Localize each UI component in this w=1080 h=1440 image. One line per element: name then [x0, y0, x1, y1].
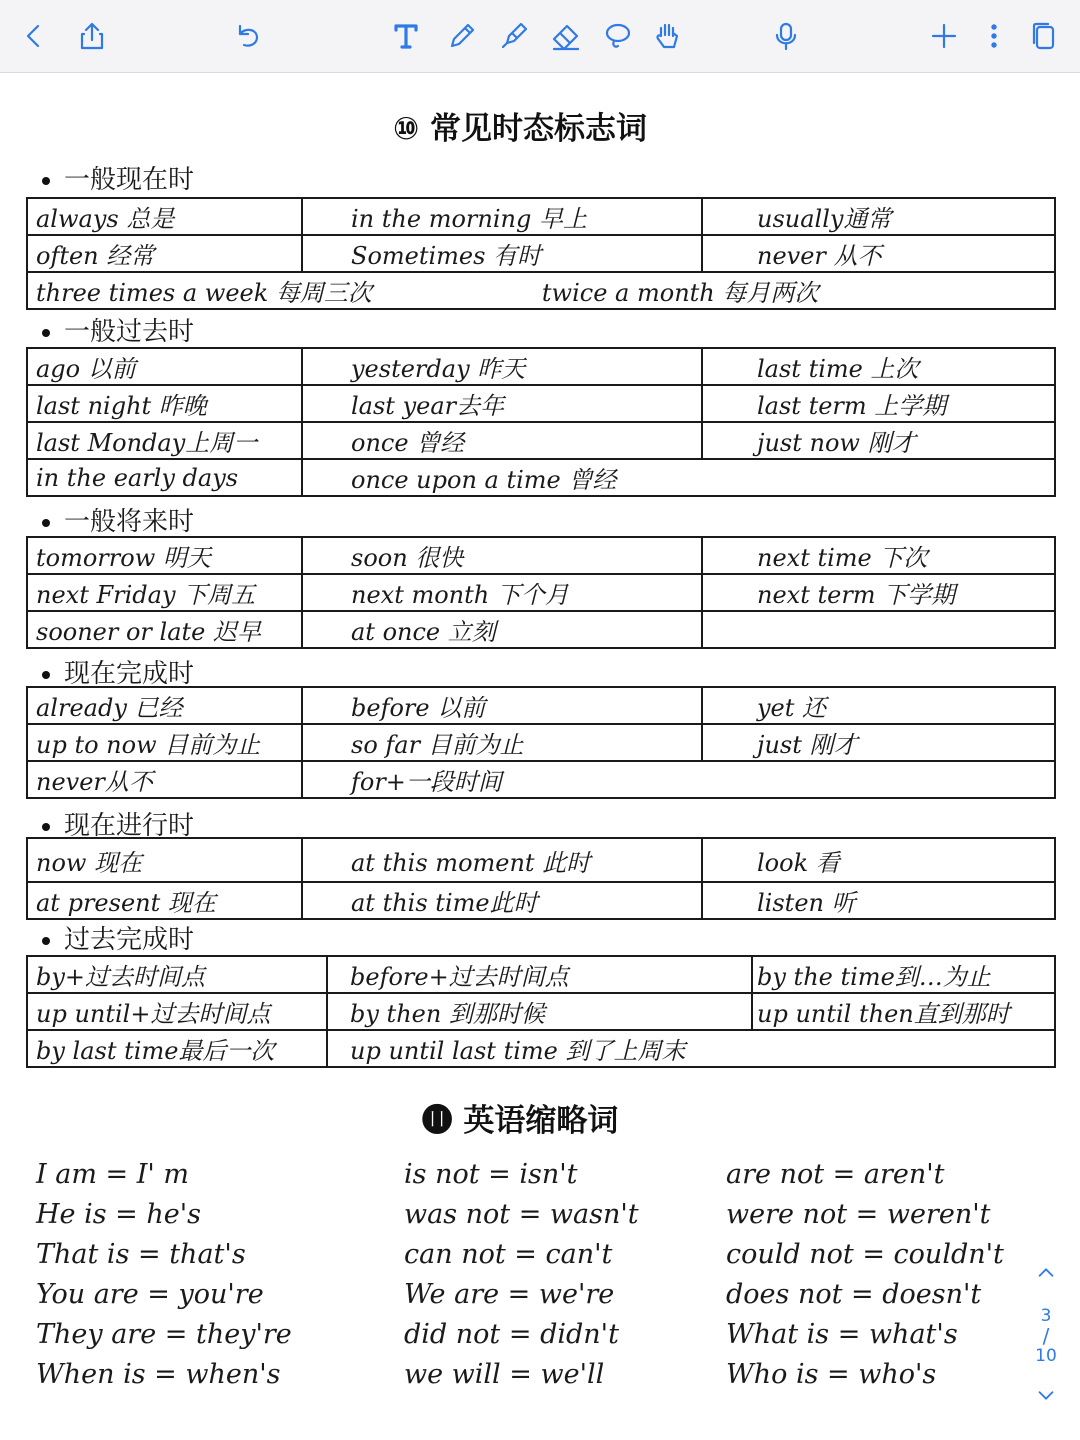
table-cell: so far 目前为止: [302, 724, 702, 761]
page-title-abbreviations: ⓫ 英语缩略词: [421, 1103, 619, 1139]
table-cell: up until+过去时间点: [27, 993, 327, 1030]
current-page-number: 3: [1040, 1306, 1052, 1326]
table-cell: last Monday上周一: [27, 422, 302, 459]
table-cell: next month 下个月: [302, 574, 702, 611]
section-label: 现在完成时: [64, 659, 195, 689]
table-cell: sooner or late 迟早: [27, 611, 302, 648]
table-cell: at once 立刻: [302, 611, 702, 648]
table-cell: soon 很快: [302, 537, 702, 574]
abbr-item: I am = I' m: [36, 1159, 190, 1190]
table-cell: tomorrow 明天: [27, 537, 302, 574]
table-cell: at this time此时: [302, 882, 702, 919]
table-row: [27, 882, 1055, 919]
table-row: [27, 537, 1055, 574]
add-icon[interactable]: [924, 16, 964, 56]
section-heading-present-simple: [42, 159, 194, 196]
table-row: [27, 385, 1055, 422]
table-cell: once 曾经: [302, 422, 702, 459]
table-cell: up to now 目前为止: [27, 724, 302, 761]
bullet-dot: [42, 177, 50, 185]
section-label: 过去完成时: [64, 925, 195, 955]
note-page[interactable]: [0, 73, 1080, 1440]
table-cell: just 刚才: [702, 724, 1055, 761]
table-cell: ago 以前: [27, 348, 302, 385]
table-row: [27, 956, 1055, 993]
table-cell: once upon a time 曾经: [302, 459, 1055, 496]
top-toolbar: [0, 0, 1080, 73]
mic-icon[interactable]: [766, 16, 806, 56]
bullet-dot: [42, 329, 50, 337]
abbr-item: did not = didn't: [404, 1319, 619, 1350]
table-row: [27, 993, 1055, 1030]
abbr-item: When is = when's: [36, 1359, 281, 1390]
undo-icon[interactable]: [228, 16, 268, 56]
table-row: [27, 198, 1055, 235]
table-cell: yet 还: [702, 687, 1055, 724]
table-present-perfect: [26, 686, 1056, 799]
section-heading-past-simple: [42, 311, 194, 348]
page-separator: /: [1042, 1324, 1050, 1348]
table-cell: in the morning 早上: [302, 198, 702, 235]
section-label: 现在进行时: [64, 811, 195, 841]
table-cell: last year去年: [302, 385, 702, 422]
chevron-up-icon[interactable]: [1026, 1262, 1066, 1290]
table-row: [27, 348, 1055, 385]
table-cell: last term 上学期: [702, 385, 1055, 422]
hand-icon[interactable]: [648, 16, 688, 56]
table-cell: listen 听: [702, 882, 1055, 919]
table-row: [27, 838, 1055, 882]
table-cell: up until then直到那时: [752, 993, 1055, 1030]
table-cell: never从不: [27, 761, 302, 798]
share-icon[interactable]: [72, 16, 112, 56]
table-cell: never 从不: [702, 235, 1055, 272]
table-cell: by+过去时间点: [27, 956, 327, 993]
abbr-item: They are = they're: [36, 1319, 292, 1350]
section-heading-present-perfect: [42, 653, 194, 690]
abbr-item: does not = doesn't: [726, 1279, 982, 1310]
table-cell: for+一段时间: [302, 761, 1055, 798]
table-cell: by last time最后一次: [27, 1030, 327, 1067]
table-row: [27, 459, 1055, 496]
table-cell: by then 到那时候: [327, 993, 752, 1030]
abbr-item: He is = he's: [36, 1199, 202, 1230]
table-cell: often 经常: [27, 235, 302, 272]
table-past-simple: [26, 347, 1056, 497]
pages-icon[interactable]: [1024, 16, 1064, 56]
abbr-item: was not = wasn't: [404, 1199, 639, 1230]
text-tool-icon[interactable]: [386, 16, 426, 56]
highlighter-icon[interactable]: [494, 16, 534, 56]
chevron-down-icon[interactable]: [1026, 1384, 1066, 1412]
table-cell: yesterday 昨天: [302, 348, 702, 385]
table-cell: just now 刚才: [702, 422, 1055, 459]
total-page-count: 10: [1035, 1346, 1057, 1366]
table-row: [27, 422, 1055, 459]
table-present-continuous: [26, 837, 1056, 920]
table-cell: next Friday 下周五: [27, 574, 302, 611]
section-label: 一般现在时: [64, 165, 195, 195]
abbr-item: You are = you're: [36, 1279, 264, 1310]
table-row: [27, 761, 1055, 798]
abbr-item: That is = that's: [36, 1239, 246, 1270]
table-past-perfect: [26, 955, 1056, 1068]
table-present-simple: [26, 197, 1056, 310]
table-cell: at present 现在: [27, 882, 302, 919]
bullet-dot: [42, 519, 50, 527]
abbr-item: What is = what's: [726, 1319, 958, 1350]
table-cell: last time 上次: [702, 348, 1055, 385]
bullet-dot: [42, 671, 50, 679]
table-cell: already 已经: [27, 687, 302, 724]
table-cell: always 总是: [27, 198, 302, 235]
page-navigator: [1026, 1262, 1066, 1412]
table-cell: before 以前: [302, 687, 702, 724]
section-label: 一般过去时: [64, 317, 195, 347]
lasso-icon[interactable]: [598, 16, 638, 56]
abbr-item: are not = aren't: [726, 1159, 945, 1190]
table-cell: next term 下学期: [702, 574, 1055, 611]
table-cell: usually通常: [702, 198, 1055, 235]
abbr-item: can not = can't: [404, 1239, 613, 1270]
eraser-icon[interactable]: [546, 16, 586, 56]
table-row: [27, 235, 1055, 272]
section-heading-past-perfect: [42, 919, 194, 956]
pen-icon[interactable]: [442, 16, 482, 56]
section-heading-future-simple: [42, 501, 194, 538]
table-cell: up until last time 到了上周末: [327, 1030, 1055, 1067]
table-row: [27, 574, 1055, 611]
abbr-item: We are = we're: [404, 1279, 615, 1310]
table-cell: Sometimes 有时: [302, 235, 702, 272]
page-title-tenses: ⑩ 常见时态标志词: [392, 111, 648, 147]
table-cell: look 看: [702, 838, 1055, 882]
cell-text: three times a week 每周三次: [36, 279, 372, 307]
table-cell: last night 昨晚: [27, 385, 302, 422]
table-cell: now 现在: [27, 838, 302, 882]
abbr-item: were not = weren't: [726, 1199, 991, 1230]
abbr-item: Who is = who's: [726, 1359, 937, 1390]
table-cell: [702, 611, 1055, 648]
table-row: [27, 724, 1055, 761]
table-row: [27, 1030, 1055, 1067]
table-cell: before+过去时间点: [327, 956, 752, 993]
table-cell: in the early days: [27, 459, 302, 496]
table-row: [27, 611, 1055, 648]
section-label: 一般将来时: [64, 507, 195, 537]
abbr-item: could not = couldn't: [726, 1239, 1004, 1270]
bullet-dot: [42, 937, 50, 945]
back-icon[interactable]: [14, 16, 54, 56]
table-cell: at this moment 此时: [302, 838, 702, 882]
table-future-simple: [26, 536, 1056, 649]
table-row: [27, 272, 1055, 309]
more-icon[interactable]: [974, 16, 1014, 56]
abbr-item: we will = we'll: [404, 1359, 605, 1390]
table-cell: by the time到…为止: [752, 956, 1055, 993]
table-cell: next time 下次: [702, 537, 1055, 574]
abbr-item: is not = isn't: [404, 1159, 578, 1190]
table-row: [27, 687, 1055, 724]
bullet-dot: [42, 823, 50, 831]
table-cell: [27, 272, 1055, 309]
cell-text: twice a month 每月两次: [541, 279, 819, 307]
